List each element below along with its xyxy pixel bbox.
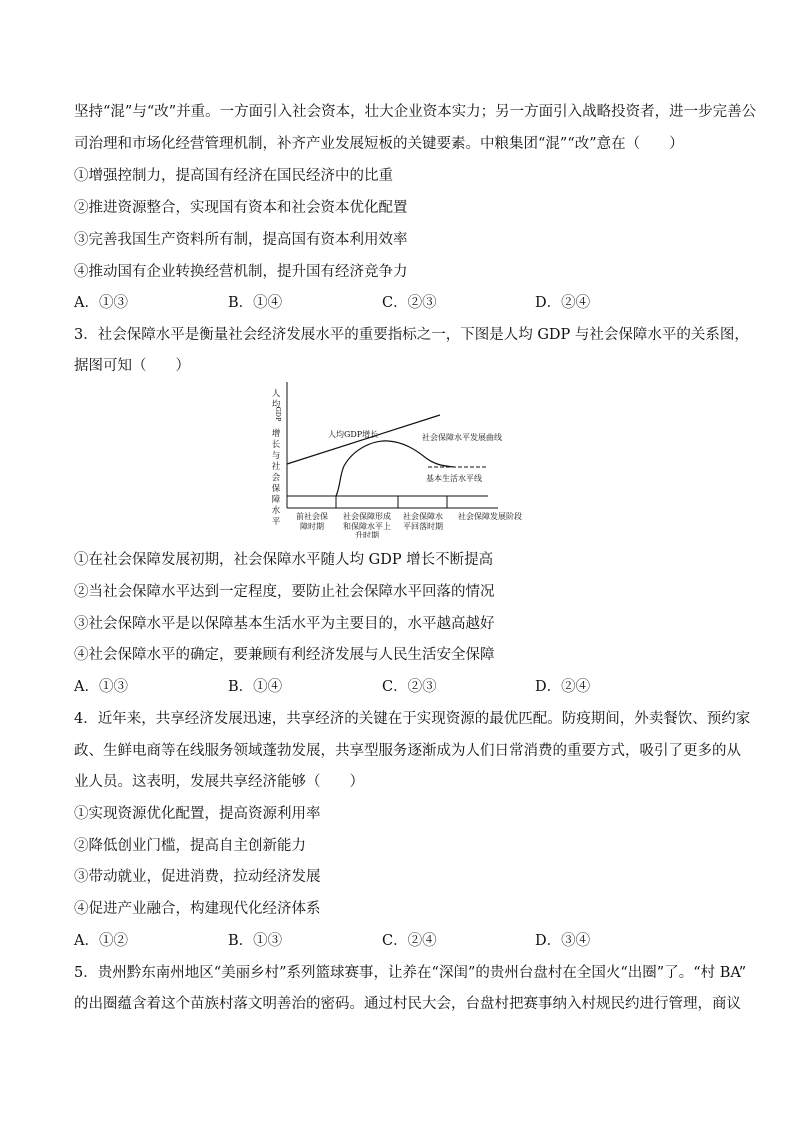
period-label-1 bbox=[296, 511, 328, 531]
social-security-curve bbox=[336, 441, 454, 496]
q3-option-b: B．①④ bbox=[228, 679, 283, 695]
svg-text:GDP: GDP bbox=[274, 406, 282, 422]
q2-item-3: ③完善我国生产资料所有制，提高国有资本利用效率 bbox=[74, 232, 408, 248]
q2-option-b: B．①④ bbox=[228, 295, 283, 311]
svg-text:水: 水 bbox=[271, 506, 281, 516]
svg-text:长: 长 bbox=[271, 440, 281, 450]
svg-text:会: 会 bbox=[271, 473, 281, 483]
q5-stem-line-1: 5．贵州黔东南州地区“美丽乡村”系列篮球赛事，让养在“深闺”的贵州台盘村在全国火“出圈”了。“村 BA” bbox=[74, 965, 747, 981]
q4-item-4: ④促进产业融合，构建现代化经济体系 bbox=[74, 901, 321, 917]
q3-item-2: ②当社会保障水平达到一定程度，要防止社会保障水平回落的情况 bbox=[74, 584, 495, 600]
q2-option-d: D．②④ bbox=[535, 295, 591, 311]
q3-option-d: D．②④ bbox=[535, 679, 591, 695]
svg-text:障时期: 障时期 bbox=[300, 522, 324, 531]
q4-stem-line-2: 政、生鲜电商等在线服务领域蓬勃发展，共享型服务逐渐成为人们日常消费的重要方式，吸引了更多的从 bbox=[74, 743, 741, 759]
svg-text:和保障水平上: 和保障水平上 bbox=[343, 522, 391, 531]
svg-text:社会保障水: 社会保障水 bbox=[403, 512, 443, 521]
social-security-curve-label: 社会保障水平发展曲线 bbox=[422, 433, 502, 442]
q4-stem-line-1: 4．近年来，共享经济发展迅速，共享经济的关键在于实现资源的最优匹配。防疫期间，外卖餐饮、预约家 bbox=[74, 711, 751, 727]
q4-option-c: C．②④ bbox=[382, 933, 437, 949]
period-label-2 bbox=[343, 511, 391, 538]
svg-text:保: 保 bbox=[271, 484, 281, 494]
svg-text:前社会保: 前社会保 bbox=[296, 512, 328, 521]
q2-item-4: ④推动国有企业转换经营机制，提升国有经济竞争力 bbox=[74, 264, 408, 280]
q4-option-b: B．①③ bbox=[228, 933, 283, 949]
gdp-growth-label: 人均GDP增长 bbox=[328, 430, 379, 439]
q4-item-3: ③带动就业，促进消费，拉动经济发展 bbox=[74, 869, 321, 885]
q4-item-1: ①实现资源优化配置，提高资源利用率 bbox=[74, 806, 321, 822]
q3-option-a: A．①③ bbox=[74, 679, 128, 695]
q5-stem-line-2: 的出圈蕴含着这个苗族村落文明善治的密码。通过村民大会，台盘村把赛事纳入村规民约进行管理，商议 bbox=[74, 996, 741, 1012]
q2-item-1: ①增强控制力，提高国有经济在国民经济中的比重 bbox=[74, 168, 393, 184]
q2-option-c: C．②③ bbox=[382, 295, 437, 311]
svg-text:社会保障形成: 社会保障形成 bbox=[343, 512, 391, 521]
q2-option-a: A．①③ bbox=[74, 295, 128, 311]
social-security-gdp-diagram bbox=[266, 378, 532, 538]
gdp-growth-line bbox=[287, 415, 440, 464]
q3-item-3: ③社会保障水平是以保障基本生活水平为主要目的，水平越高越好 bbox=[74, 616, 495, 632]
svg-text:平回落时期: 平回落时期 bbox=[403, 522, 443, 531]
q3-stem-line-1: 3．社会保障水平是衡量社会经济发展水平的重要指标之一，下图是人均 GDP 与社会保障水平的关系图， bbox=[74, 327, 749, 343]
q4-item-2: ②降低创业门槛，提高自主创新能力 bbox=[74, 838, 306, 854]
svg-text:均: 均 bbox=[271, 400, 281, 410]
svg-text:社: 社 bbox=[271, 462, 281, 472]
q4-option-d: D．③④ bbox=[535, 933, 591, 949]
basic-living-label: 基本生活水平线 bbox=[426, 474, 482, 483]
svg-text:平: 平 bbox=[271, 517, 281, 527]
q3-item-4: ④社会保障水平的确定，要兼顾有利经济发展与人民生活安全保障 bbox=[74, 647, 495, 663]
y-axis-label bbox=[272, 388, 282, 527]
period-label-3 bbox=[403, 511, 443, 531]
q3-option-c: C．②③ bbox=[382, 679, 437, 695]
q3-stem-line-2: 据图可知（ ） bbox=[74, 358, 190, 374]
q3-item-1: ①在社会保障发展初期，社会保障水平随人均 GDP 增长不断提高 bbox=[74, 552, 494, 568]
q2-stem-line-1: 坚持“混”与“改”并重。一方面引入社会资本，壮大企业资本实力；另一方面引入战略投资者，进一步完善公 bbox=[74, 104, 757, 120]
q4-option-a: A．①② bbox=[74, 933, 128, 949]
svg-text:人: 人 bbox=[271, 389, 281, 399]
x-axis-label: 社会保障发展阶段 bbox=[458, 512, 522, 521]
q2-item-2: ②推进资源整合，实现国有资本和社会资本优化配置 bbox=[74, 200, 408, 216]
svg-text:增: 增 bbox=[271, 429, 281, 439]
svg-text:障: 障 bbox=[271, 495, 281, 505]
svg-text:升时期: 升时期 bbox=[355, 531, 379, 538]
q4-stem-line-3: 业人员。这表明，发展共享经济能够（ ） bbox=[74, 774, 364, 790]
q2-stem-line-2: 司治理和市场化经营管理机制，补齐产业发展短板的关键要素。中粮集团“混”“改”意在（ ） bbox=[74, 136, 684, 152]
svg-text:与: 与 bbox=[271, 451, 281, 461]
